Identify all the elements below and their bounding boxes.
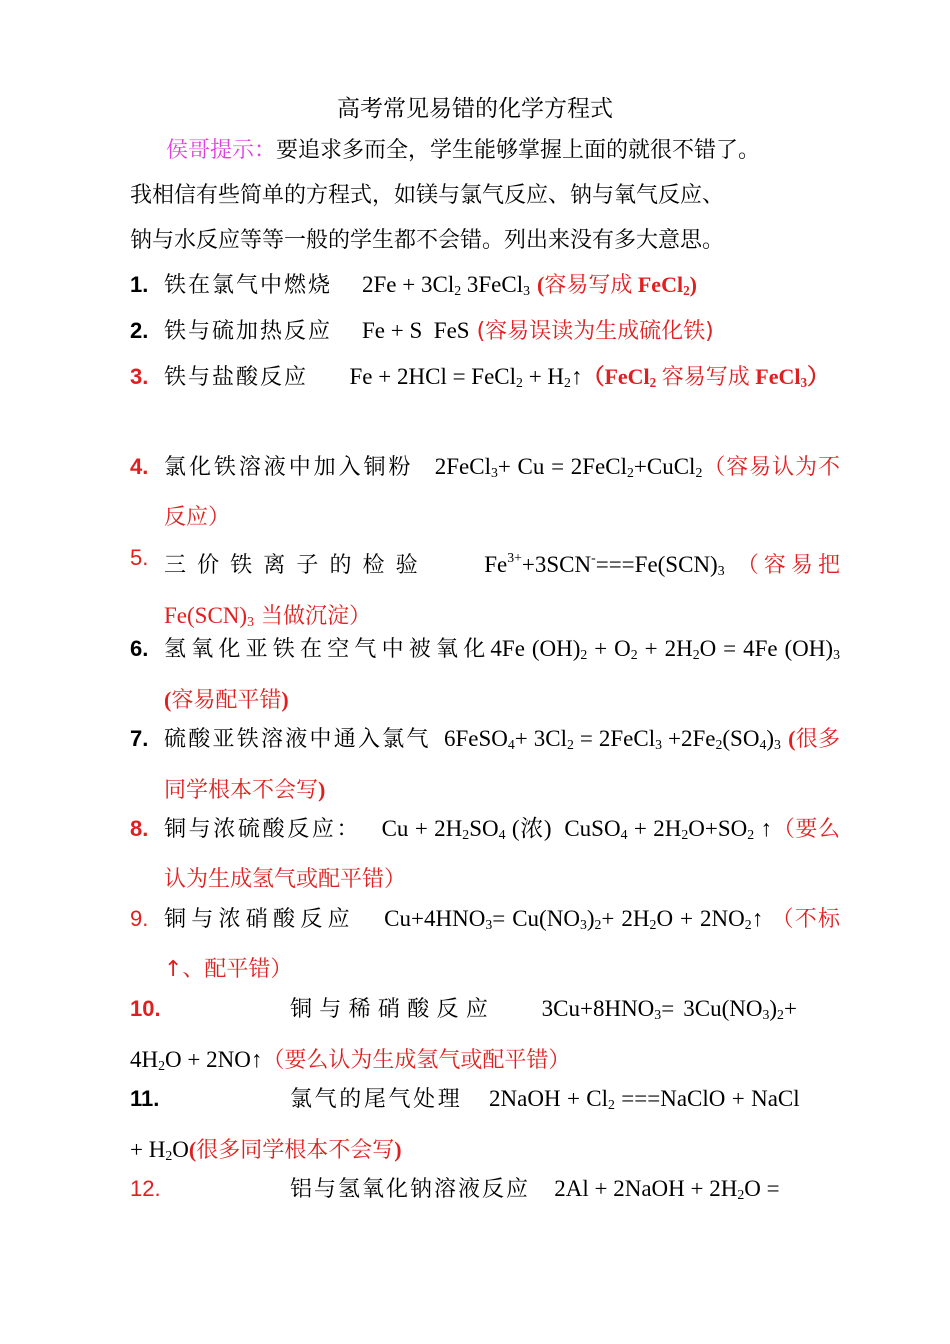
item-description: 铜与浓硝酸反应 xyxy=(164,907,355,932)
item-number: 6. xyxy=(130,636,149,661)
item-description: 氯化铁溶液中加入铜粉 xyxy=(164,455,414,480)
error-note: (容易配平错) xyxy=(164,687,289,713)
item-description: 氢氧化亚铁在空气中被氧化 xyxy=(164,637,491,662)
error-note: （容易把 $Fe(SCN)_3$ 当做沉淀） xyxy=(164,553,840,629)
list-item xyxy=(130,262,840,313)
equation: $2Fe + 3Cl_2$ 3FeCl$_3$ xyxy=(339,272,531,298)
equation: Fe + S FeS xyxy=(339,318,470,343)
item-description: 铁与硫加热反应 xyxy=(164,319,333,344)
equation: 6FeSO$_4$+ $3Cl_2$ = 2FeCl$_3$ $+2Fe_2(SO_4)_3$ xyxy=(437,726,781,752)
error-note: (很多同学根本不会写) xyxy=(164,726,840,803)
item-number: 7. xyxy=(130,726,149,751)
equation: 2NaOH + $Cl_2$ ===NaClO + NaCl + $H_2O$ xyxy=(130,1086,806,1163)
item-description: 三价铁离子的检验 xyxy=(164,553,429,578)
error-note: （要么认为生成氢气或配平错） xyxy=(262,1048,571,1073)
list-item xyxy=(130,896,840,992)
intro-line-2: 我相信有些简单的方程式，如镁与氯气反应、钠与氧气反应、 xyxy=(130,183,725,208)
item-number: 4. xyxy=(130,454,149,479)
item-number: 5. xyxy=(130,545,149,570)
list-item xyxy=(130,1076,840,1178)
equation: 2FeCl$_3$+ Cu = 2FeCl$_2$+CuCl$_2$ xyxy=(421,454,703,480)
equation: $3Cu+8HNO_3= 3Cu(NO_3)_2+ 4H_2O$ + 2NO↑ xyxy=(130,996,806,1073)
error-note: (容易误读为生成硫化铁) xyxy=(476,319,714,344)
equation: $Cu + 2H_2SO_4$ (浓) CuSO$_4$ + $2H_2O+SO_2$ ↑ xyxy=(368,816,773,842)
hint-label: 侯哥提示： xyxy=(166,138,277,163)
error-note: (很多同学根本不会写) xyxy=(188,1137,402,1163)
error-note: （容易认为不反应） xyxy=(164,455,840,530)
item-number: 9. xyxy=(130,906,149,931)
item-description: 铁在氯气中燃烧 xyxy=(164,273,333,298)
error-note: (容易写成 FeCl$_2$) xyxy=(537,272,697,298)
item-number: 1. xyxy=(130,272,149,297)
list-item xyxy=(130,716,840,813)
error-note: （FeCl$_2$ 容易写成 FeCl$_3$） xyxy=(582,364,830,390)
list-item xyxy=(130,308,840,354)
item-description: 铜与浓硫酸反应： xyxy=(164,817,362,842)
intro-line-3: 钠与水反应等等一般的学生都不会错。列出来没有多大意思。 xyxy=(130,228,725,253)
list-item xyxy=(130,1166,840,1217)
item-description: 铁与盐酸反应 xyxy=(164,365,309,390)
list-item xyxy=(130,444,840,540)
list-item xyxy=(130,354,840,405)
item-description: 铝与氢氧化钠溶液反应 xyxy=(290,1177,531,1202)
equation: $Cu+4HNO_3= Cu(NO_3)_2+ 2H_2O$ + $2NO_2↑$ xyxy=(363,906,764,932)
item-number: 8. xyxy=(130,816,149,841)
equation: 4Fe $(OH)_2 + O_2 + 2H_2O = 4Fe$ $(OH)_3$ xyxy=(490,636,840,662)
intro-text-1: 要追求多而全，学生能够掌握上面的就很不错了。 xyxy=(276,138,761,163)
item-number: 3. xyxy=(130,364,149,389)
error-note: （要么认为生成氢气或配平错） xyxy=(164,817,840,892)
item-description: 硫酸亚铁溶液中通入氯气 xyxy=(164,727,431,752)
item-description: 铜与稀硝酸反应 xyxy=(290,997,496,1022)
intro-line-1 xyxy=(130,128,840,173)
list-item xyxy=(130,986,840,1088)
equation: Fe + 2HCl = FeCl$_2$ + $H_2↑$ xyxy=(315,364,583,390)
error-note: （不标↑、配平错） xyxy=(164,907,840,982)
page-title: 高考常见易错的化学方程式 xyxy=(337,96,613,122)
item-number: 10. xyxy=(130,996,161,1021)
list-item xyxy=(130,806,840,902)
item-number: 11. xyxy=(130,1086,160,1111)
equation: 2Al + 2NaOH + $2H_2O$ = xyxy=(537,1176,780,1202)
item-number: 2. xyxy=(130,318,149,343)
item-description: 氯气的尾气处理 xyxy=(290,1087,463,1112)
item-number: 12. xyxy=(130,1176,161,1201)
equation: $Fe^{3+}+3SCN^-===Fe(SCN)_3$ xyxy=(440,550,725,578)
list-item xyxy=(130,626,840,723)
